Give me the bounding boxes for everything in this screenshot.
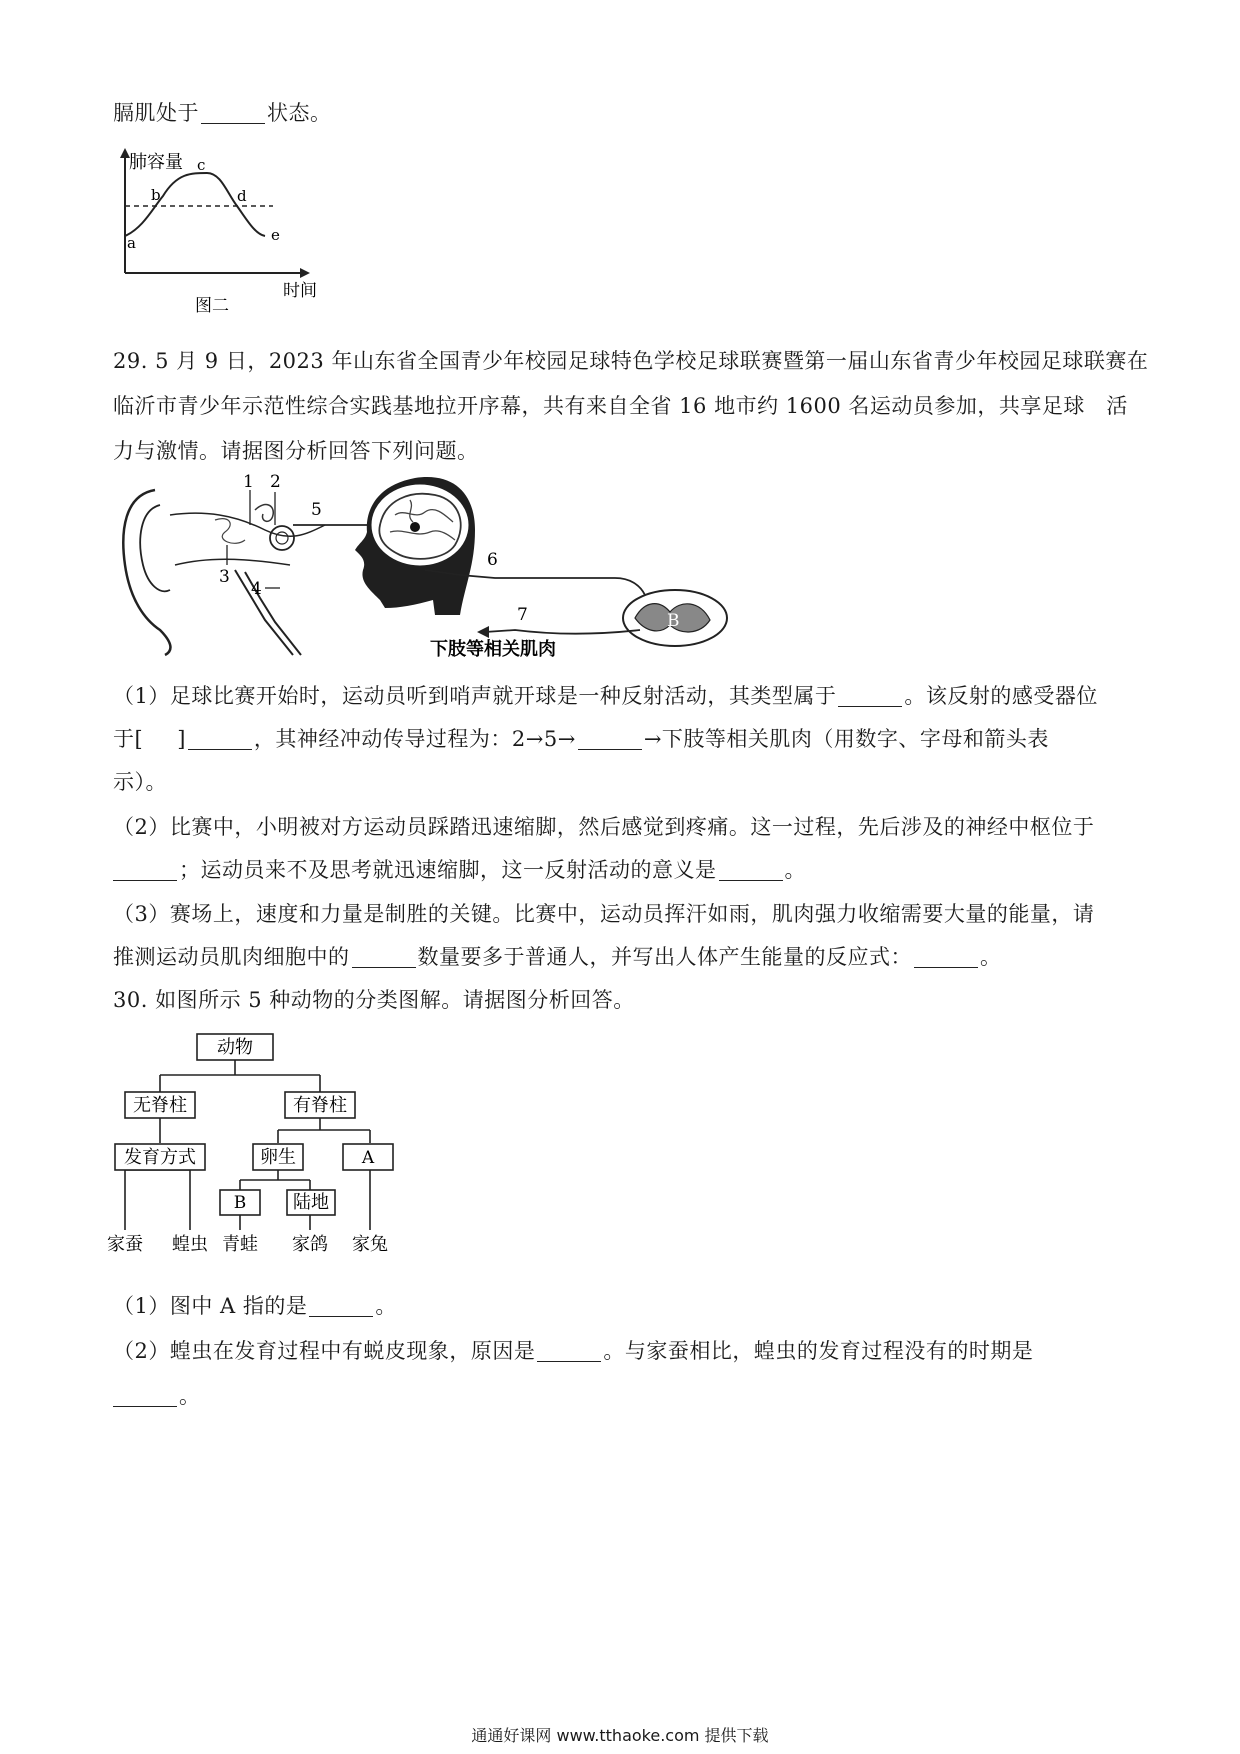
brain-center (410, 522, 420, 532)
node-vertebrate-label: 有脊柱 (293, 1095, 347, 1116)
q29-p2-line-1: （2）比赛中，小明被对方运动员踩踏迅速缩脚，然后感觉到疼痛。这一过程，先后涉及的神经中枢位于 (113, 815, 1095, 839)
cochlea (270, 526, 294, 550)
text: 推测运动员肌肉细胞中的 (113, 945, 350, 969)
q29-intro-line-1: 29. 5 月 9 日，2023 年山东省全国青少年校园足球特色学校足球联赛暨第一届山东省青少年校园足球联赛在 (113, 349, 1149, 373)
text: 。 (784, 858, 806, 882)
figure-caption: 下肢等相关肌肉 (430, 639, 556, 660)
point-d: d (237, 187, 247, 205)
text: 。该反射的感受器位 (904, 684, 1098, 708)
label-2: 2 (270, 472, 281, 492)
cochlea-inner (276, 532, 288, 544)
text: 。 (980, 945, 1002, 969)
answer-blank (914, 946, 978, 968)
point-c: c (197, 156, 206, 174)
q29-p3-line-1: （3）赛场上，速度和力量是制胜的关键。比赛中，运动员挥汗如雨，肌肉强力收缩需要大量的能量，请 (113, 902, 1095, 926)
node-development-label: 发育方式 (124, 1147, 196, 1168)
q29-intro-line-2: 临沂市青少年示范性综合实践基地拉开序幕，共有来自全省 16 地市约 1600 名运动员参加，共享足球 活 (113, 394, 1128, 418)
text: 状态。 (267, 101, 332, 125)
text: （2）蝗虫在发育过程中有蜕皮现象，原因是 (113, 1339, 536, 1363)
answer-blank (537, 1340, 601, 1362)
text: 膈肌处于 (113, 101, 199, 125)
classification-tree (107, 1030, 455, 1270)
answer-blank (113, 859, 177, 881)
answer-blank (201, 102, 265, 124)
ossicles (215, 519, 245, 544)
q29-p3-line-2 (113, 941, 1002, 971)
node-invertebrate-label: 无脊柱 (133, 1095, 187, 1116)
text: ；运动员来不及思考就迅速缩脚，这一反射活动的意义是 (179, 858, 717, 882)
ear-reflex-figure (115, 470, 735, 660)
node-A-label: A (361, 1148, 375, 1168)
top-line (113, 97, 332, 127)
text: （1）足球比赛开始时，运动员听到哨声就开球是一种反射活动，其类型属于 (113, 684, 837, 708)
eustachian-tube (235, 570, 293, 655)
q30-intro: 30. 如图所示 5 种动物的分类图解。请据图分析回答。 (113, 988, 635, 1012)
text: ，其神经冲动传导过程为：2→5→ (253, 727, 576, 751)
text: （1）图中 A 指的是 (113, 1294, 308, 1318)
ear-canal-lower (175, 559, 290, 565)
q29-p2-line-2 (113, 854, 806, 884)
answer-blank (578, 728, 642, 750)
label-7: 7 (517, 605, 528, 625)
node-oviparous-label: 卵生 (260, 1147, 296, 1168)
answer-blank (352, 946, 416, 968)
text: 。 (179, 1384, 201, 1408)
text: 。与家蚕相比，蝗虫的发育过程没有的时期是 (603, 1339, 1034, 1363)
node-root-label: 动物 (217, 1037, 253, 1058)
q29-p1-line-2 (113, 723, 1049, 753)
lung-volume-figure (115, 148, 335, 318)
label-3: 3 (219, 567, 230, 587)
answer-blank (719, 859, 783, 881)
figure-caption: 图二 (195, 296, 229, 316)
answer-blank (188, 728, 252, 750)
answer-blank (309, 1295, 373, 1317)
label-5: 5 (311, 500, 322, 520)
x-axis-arrow (300, 268, 310, 278)
animal-locust: 蝗虫 (172, 1234, 208, 1255)
arrow-7 (477, 626, 489, 638)
q29-intro-line-3: 力与激情。请据图分析回答下列问题。 (113, 439, 479, 463)
text: 。 (375, 1294, 397, 1318)
label-6: 6 (487, 550, 498, 570)
animal-frog: 青蛙 (222, 1234, 258, 1255)
nerve-7 (485, 630, 640, 634)
page-footer: 通通好课网 www.tthaoke.com 提供下载 (471, 1726, 769, 1745)
q29-p1-line-1 (113, 680, 1098, 710)
brain-area (372, 485, 468, 565)
label-1: 1 (243, 472, 254, 492)
text: →下肢等相关肌肉（用数字、字母和箭头表 (643, 727, 1049, 751)
q30-p2-line-2 (113, 1380, 201, 1410)
node-land-label: 陆地 (293, 1192, 329, 1213)
point-a: a (127, 234, 136, 252)
y-label: 肺容量 (129, 152, 183, 173)
animal-rabbit: 家兔 (352, 1234, 388, 1255)
node-B-label: B (233, 1193, 247, 1213)
animal-silkworm: 家蚕 (107, 1234, 143, 1255)
text: 数量要多于普通人，并写出人体产生能量的反应式： (417, 945, 912, 969)
q30-p1 (113, 1290, 397, 1320)
ear-fold (140, 505, 170, 591)
answer-blank (113, 1385, 177, 1407)
label-4: 4 (251, 579, 262, 599)
point-e: e (271, 226, 280, 244)
label-B: B (667, 611, 680, 631)
answer-blank (838, 685, 902, 707)
q29-p1-line-3: 示）。 (113, 770, 167, 794)
animal-pigeon: 家鸽 (292, 1234, 328, 1255)
text: 于[ (113, 727, 144, 751)
semicircular-canals (255, 505, 273, 522)
x-label: 时间 (283, 281, 317, 301)
q30-p2-line-1 (113, 1335, 1033, 1365)
text: ] (177, 727, 186, 751)
point-b: b (151, 186, 161, 204)
